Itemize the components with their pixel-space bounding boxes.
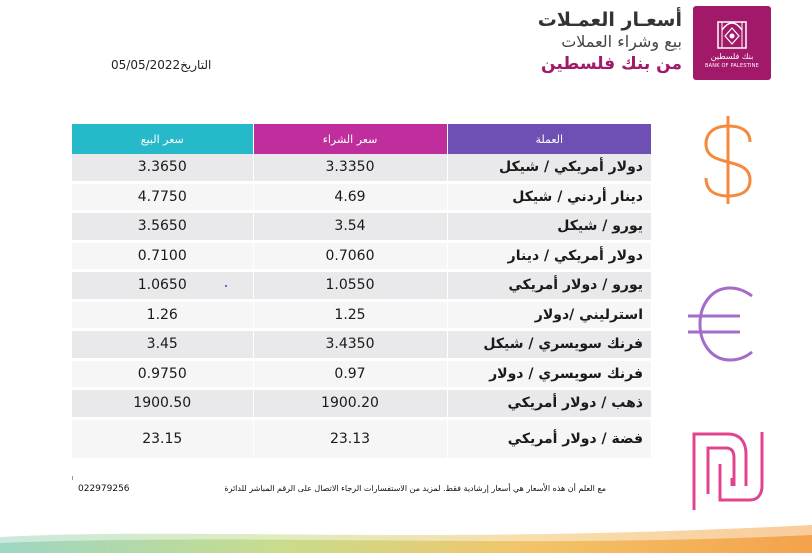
table-row — [72, 182, 651, 212]
buy-price-cell: 1.25 — [253, 300, 447, 330]
emblem-icon — [716, 16, 748, 50]
buy-price-cell: 3.4350 — [253, 330, 447, 360]
shekel-sign-icon — [688, 424, 768, 514]
buy-price-cell: 4.69 — [253, 182, 447, 212]
exchange-rates-table — [72, 124, 651, 461]
sell-price-cell: 1.0650 — [72, 271, 253, 301]
stray-dot — [225, 285, 227, 287]
divider — [72, 476, 73, 480]
buy-price-cell: 0.7060 — [253, 241, 447, 271]
sell-price-cell: 3.45 — [72, 330, 253, 360]
buy-price-cell: 3.3350 — [253, 154, 447, 182]
currency-pair-cell: دولار أمريكي / دينار — [447, 241, 651, 271]
header-sell-price: سعر البيع — [72, 124, 253, 154]
buy-price-cell: 23.13 — [253, 418, 447, 459]
table-row — [72, 241, 651, 271]
table-row — [72, 271, 651, 301]
buy-price-cell: 0.97 — [253, 359, 447, 389]
sell-price-cell: 3.5650 — [72, 212, 253, 242]
table-row — [72, 212, 651, 242]
logo-arabic-name: بنك فلسطين — [710, 52, 754, 61]
buy-price-cell: 1.0550 — [253, 271, 447, 301]
sell-price-cell: 3.3650 — [72, 154, 253, 182]
sell-price-cell: 1.26 — [72, 300, 253, 330]
page-title: أسعـار العمـلات — [537, 9, 682, 31]
header-currency: العملة — [447, 124, 651, 154]
table-header-row — [72, 124, 651, 154]
table-row — [72, 330, 651, 360]
sell-price-cell: 0.7100 — [72, 241, 253, 271]
sell-price-cell: 1900.50 — [72, 389, 253, 419]
buy-price-cell: 1900.20 — [253, 389, 447, 419]
currency-pair-cell: فرنك سويسري / دولار — [447, 359, 651, 389]
table-row — [72, 300, 651, 330]
currency-pair-cell: دولار أمريكي / شيكل — [447, 154, 651, 182]
euro-sign-icon — [686, 282, 770, 366]
department-phone: 022979256 — [78, 484, 130, 494]
sell-price-cell: 0.9750 — [72, 359, 253, 389]
currency-pair-cell: فضة / دولار أمريكي — [447, 418, 651, 459]
sell-price-cell: 4.7750 — [72, 182, 253, 212]
page-subtitle: بيع وشراء العملات — [561, 32, 682, 51]
currency-pair-cell: استرليني /دولار — [447, 300, 651, 330]
brand-line: من بنك فلسطين — [541, 54, 682, 74]
buy-price-cell: 3.54 — [253, 212, 447, 242]
table-row — [72, 359, 651, 389]
decorative-wave-band — [0, 523, 812, 553]
sell-price-cell: 23.15 — [72, 418, 253, 459]
table-row — [72, 154, 651, 182]
date-label: التاريخ05/05/2022 — [111, 58, 212, 72]
header-buy-price: سعر الشراء — [253, 124, 447, 154]
bank-logo — [693, 6, 771, 80]
table-row — [72, 418, 651, 459]
header-titles — [538, 8, 682, 76]
currency-pair-cell: دينار أردني / شيكل — [447, 182, 651, 212]
currency-pair-cell: يورو / دولار أمريكي — [447, 271, 651, 301]
currency-pair-cell: يورو / شيكل — [447, 212, 651, 242]
currency-pair-cell: ذهب / دولار أمريكي — [447, 389, 651, 419]
logo-english-name: BANK OF PALESTINE — [705, 63, 759, 69]
dollar-sign-icon — [686, 112, 770, 208]
currency-pair-cell: فرنك سويسري / شيكل — [447, 330, 651, 360]
disclaimer-text: مع العلم أن هذه الأسعار هي أسعار إرشادية فقط. لمزيد من الاستفسارات الرجاء الاتصال على الرقم المباشر للدائرة — [224, 484, 606, 493]
table-row — [72, 389, 651, 419]
